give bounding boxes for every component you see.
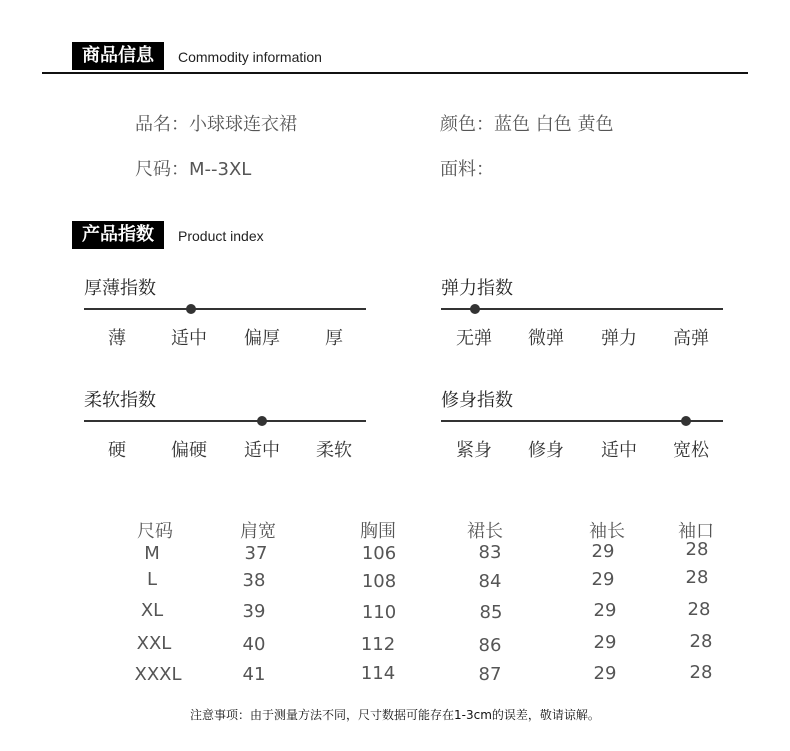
index-option: 适中 [601,440,637,461]
index-option: 薄 [108,328,126,349]
index-option: 适中 [244,440,280,461]
table-cell: 29 [591,541,615,562]
table-cell: 28 [689,662,713,683]
table-cell: 40 [242,634,266,655]
index-option: 硬 [108,440,126,461]
table-cell: 39 [242,601,266,622]
table-cell: 29 [593,663,617,684]
index-option: 偏厚 [244,328,280,349]
table-cell: XXXL [134,664,182,685]
table-cell: 108 [361,571,397,592]
index-marker [186,304,196,314]
table-cell: 29 [591,569,615,590]
index-scale-line [441,308,723,310]
index-option: 无弹 [456,328,492,349]
index-title: 厚薄指数 [84,278,156,299]
table-cell: 112 [360,634,396,655]
table-cell: 28 [689,631,713,652]
index-option: 微弹 [528,328,564,349]
index-option: 偏硬 [171,440,207,461]
elasticity-index [441,272,723,352]
commodity-divider [42,72,748,74]
table-header: 胸围 [360,521,396,542]
commodity-section-title: 商品信息 [72,42,164,70]
size-table [0,510,790,690]
commodity-section-subtitle: Commodity information [178,49,322,65]
table-cell: 38 [242,570,266,591]
index-title: 修身指数 [441,390,513,411]
table-header: 肩宽 [240,521,276,542]
table-cell: 28 [685,539,709,560]
index-title: 弹力指数 [441,278,513,299]
table-cell: 83 [478,542,502,563]
measurement-note: 注意事项：由于测量方法不同，尺寸数据可能存在1-3cm的误差，敬请谅解。 [190,708,600,722]
table-cell: 114 [360,663,396,684]
product-colors: 颜色：蓝色 白色 黄色 [440,114,614,135]
index-option: 厚 [325,328,343,349]
product-sizes: 尺码：M--3XL [135,159,252,180]
table-cell: XXL [136,633,172,654]
table-cell: 85 [479,602,503,623]
table-header: 裙长 [467,521,503,542]
index-option: 修身 [528,440,564,461]
table-cell: 41 [242,664,266,685]
index-marker [470,304,480,314]
thickness-index [84,272,366,352]
table-header: 袖口 [678,521,714,542]
index-scale-line [84,420,366,422]
table-cell: 37 [244,543,268,564]
product-index-section-subtitle: Product index [178,228,264,244]
table-cell: 84 [478,571,502,592]
softness-index [84,384,366,464]
index-option: 宽松 [673,440,709,461]
table-cell: 87 [478,664,502,685]
index-option: 高弹 [673,328,709,349]
index-title: 柔软指数 [84,390,156,411]
index-marker [257,416,267,426]
index-option: 弹力 [601,328,637,349]
product-name: 品名：小球球连衣裙 [135,114,297,135]
product-fabric: 面料： [440,159,494,180]
table-cell: 29 [593,632,617,653]
table-header: 尺码 [137,521,173,542]
table-cell: 110 [361,602,397,623]
index-option: 适中 [171,328,207,349]
table-cell: 28 [685,567,709,588]
table-header: 袖长 [589,521,625,542]
table-cell: 106 [361,543,397,564]
index-option: 柔软 [316,440,352,461]
table-cell: 28 [687,599,711,620]
table-cell: 86 [478,635,502,656]
index-option: 紧身 [456,440,492,461]
table-cell: M [144,543,160,564]
index-scale-line [84,308,366,310]
table-cell: XL [140,600,164,621]
table-cell: 29 [593,600,617,621]
fit-index [441,384,723,464]
product-index-section-title: 产品指数 [72,221,164,249]
index-marker [681,416,691,426]
table-cell: L [146,569,158,590]
